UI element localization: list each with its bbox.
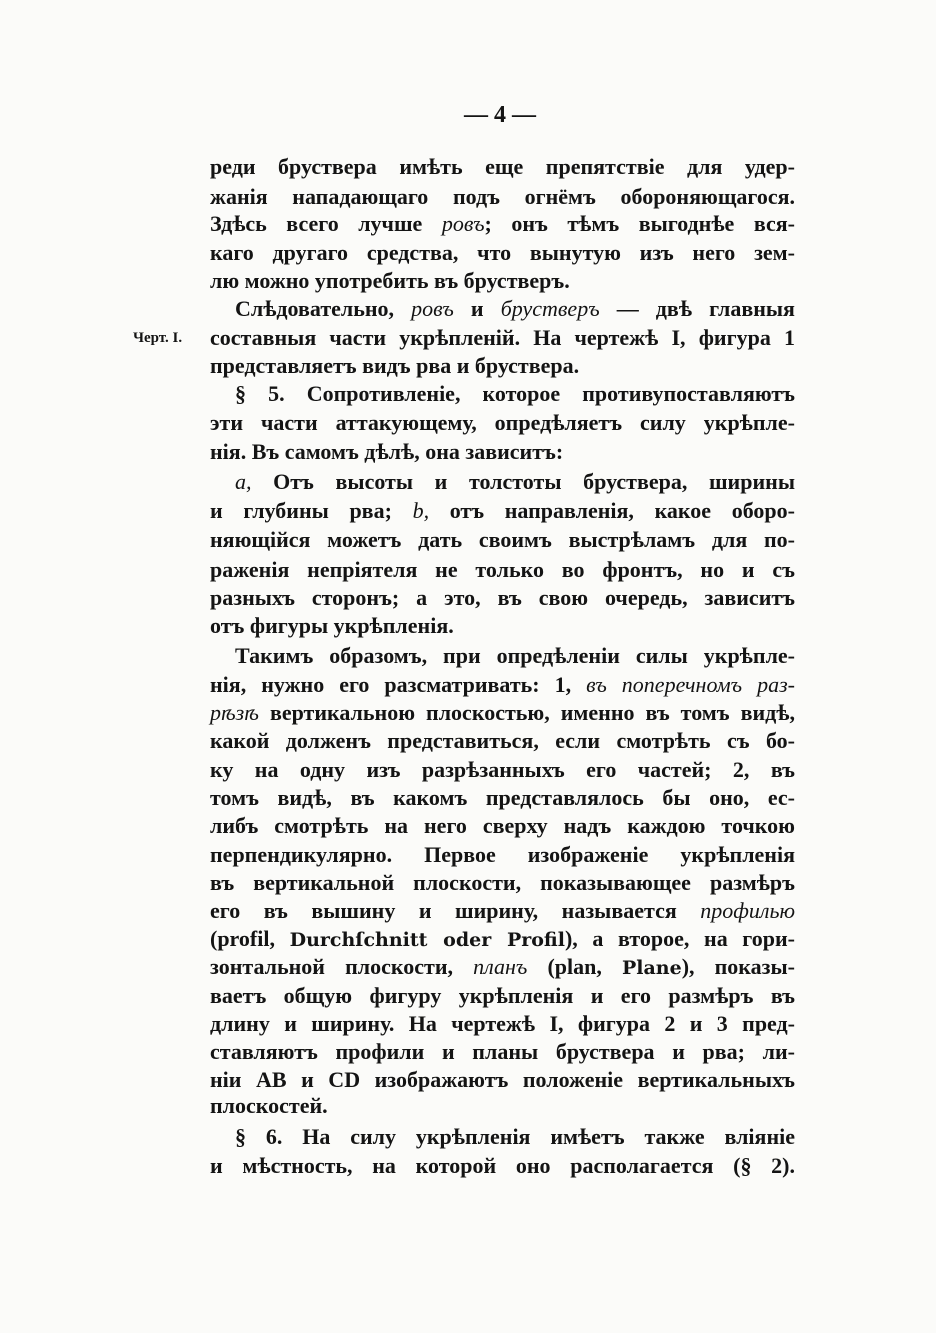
text-segment: ставляютъ профили и планы бруствера и рва; ли-	[210, 1039, 795, 1064]
text-line	[210, 896, 795, 926]
text-line	[210, 611, 795, 641]
text-segment: и глубины рва;	[210, 498, 413, 523]
italic-segment: планъ	[473, 954, 528, 979]
text-line	[210, 1037, 795, 1067]
text-line	[210, 496, 795, 526]
text-line	[210, 726, 795, 756]
text-segment: вертикальною плоскостью, именно въ томъ видѣ,	[258, 700, 795, 725]
text-segment: нія, нужно его разсматривать: 1,	[210, 672, 587, 697]
page-number: — 4 —	[464, 102, 536, 128]
line-text	[210, 611, 454, 641]
text-segment: (profil,	[210, 926, 290, 951]
text-line	[210, 351, 795, 381]
line-text	[210, 182, 795, 212]
text-segment: лю можно употребить въ брустверъ.	[210, 268, 570, 293]
text-segment: либъ смотрѣть на него сверху надъ каждою точкою	[210, 813, 795, 838]
line-text	[210, 1151, 795, 1181]
text-segment: представляетъ видъ рва и бруствера.	[210, 353, 580, 378]
text-segment: жанія нападающаго подъ огнёмъ обороняющагося.	[210, 184, 795, 209]
text-line	[210, 555, 795, 585]
line-text	[210, 896, 795, 926]
text-segment: ), показы-	[681, 954, 795, 979]
text-segment: и мѣстность, на которой оно располагается (§ 2).	[210, 1153, 795, 1178]
text-line	[210, 924, 795, 954]
text-line	[210, 981, 795, 1011]
text-segment: какой долженъ представиться, если смотрѣть съ бо-	[210, 728, 795, 753]
fraktur-segment: Plane	[621, 957, 682, 979]
line-text	[210, 238, 795, 268]
text-segment: нія. Въ самомъ дѣлѣ, она зависитъ:	[210, 439, 564, 464]
line-text	[210, 981, 795, 1011]
text-line	[235, 467, 795, 497]
line-text	[210, 868, 795, 898]
text-segment: длину и ширину. На чертежѣ I, фигура 2 и 3 пред-	[210, 1011, 795, 1036]
text-segment: § 6. На силу укрѣпленія имѣетъ также вліяніе	[235, 1124, 795, 1149]
line-text	[210, 755, 795, 785]
line-text	[235, 1122, 795, 1152]
text-line	[210, 840, 795, 870]
italic-segment: b,	[412, 498, 430, 523]
line-text	[210, 952, 795, 983]
line-text	[210, 555, 795, 585]
line-text	[210, 670, 795, 700]
line-text	[210, 323, 795, 353]
italic-segment: ровъ	[411, 296, 454, 321]
italic-segment: a,	[235, 469, 252, 494]
text-line	[210, 182, 795, 212]
line-text	[210, 924, 795, 955]
text-line	[210, 811, 795, 841]
text-line	[210, 583, 795, 613]
italic-segment: брустверъ	[500, 296, 600, 321]
line-text	[210, 408, 795, 438]
text-segment: зонтальной плоскости,	[210, 954, 474, 979]
line-text	[210, 266, 570, 296]
text-segment: каго другаго средства, что вынутую изъ него зем-	[210, 240, 795, 265]
text-line	[235, 1122, 795, 1152]
line-text	[235, 379, 795, 409]
line-text	[210, 437, 563, 467]
text-line	[210, 755, 795, 785]
text-line	[235, 379, 795, 409]
line-text	[210, 783, 795, 813]
text-line	[235, 294, 795, 324]
line-text	[210, 583, 795, 613]
text-segment: эти части аттакующему, опредѣляетъ силу укрѣпле-	[210, 410, 795, 435]
text-segment: Слѣдовательно,	[235, 296, 412, 321]
text-line	[210, 952, 795, 982]
text-line	[210, 698, 795, 728]
text-segment: плоскостей.	[210, 1093, 328, 1118]
line-text	[210, 726, 795, 756]
line-text	[210, 351, 579, 381]
text-line	[210, 525, 795, 555]
italic-segment: рѣзѣ	[210, 700, 259, 725]
line-text	[235, 641, 795, 671]
text-segment: раженія непріятеля не только во фронтъ, но и съ	[210, 557, 795, 582]
italic-segment: въ поперечномъ раз-	[586, 672, 795, 697]
text-segment: ніи AB и CD изображаютъ положеніе вертикальныхъ	[210, 1067, 795, 1092]
text-segment: составныя части укрѣпленій. На чертежѣ I, фигура 1	[210, 325, 795, 350]
text-line	[210, 1091, 795, 1121]
text-line	[210, 868, 795, 898]
text-segment: Отъ высоты и толстоты бруствера, ширины	[251, 469, 795, 494]
text-line	[210, 323, 795, 353]
text-segment: — двѣ главныя	[599, 296, 795, 321]
text-line	[210, 209, 795, 239]
line-text	[210, 840, 795, 870]
text-line	[210, 152, 795, 182]
italic-segment: ровъ	[441, 211, 485, 236]
text-line	[210, 1009, 795, 1039]
text-line	[210, 437, 795, 467]
line-text	[210, 1009, 795, 1039]
text-segment: Здѣсь всего лучше	[210, 211, 442, 236]
text-segment: (plan,	[527, 954, 622, 979]
text-segment: реди бруствера имѣть еще препятствіе для удер-	[210, 154, 795, 179]
text-line	[210, 266, 795, 296]
text-segment: ку на одну изъ разрѣзанныхъ его частей; 2, въ	[210, 757, 795, 782]
text-segment: отъ направленія, какое оборо-	[429, 498, 795, 523]
text-segment: его въ вышину и ширину, называется	[210, 898, 701, 923]
line-text	[210, 152, 795, 182]
text-segment: томъ видѣ, въ какомъ представлялось бы оно, ес-	[210, 785, 795, 810]
text-line	[210, 1151, 795, 1181]
text-segment: § 5. Сопротивленіе, которое противупоставляютъ	[235, 381, 795, 406]
line-text	[235, 467, 795, 497]
text-line	[210, 783, 795, 813]
text-segment: отъ фигуры укрѣпленія.	[210, 613, 454, 638]
line-text	[210, 496, 795, 526]
text-segment: няющійся можетъ дать своимъ выстрѣламъ для по-	[210, 527, 795, 552]
line-text	[210, 811, 795, 841]
text-segment: перпендикулярно. Первое изображеніе укрѣпленія	[210, 842, 795, 867]
text-segment: и	[453, 296, 501, 321]
italic-segment: профилью	[700, 898, 795, 923]
fraktur-segment: Durchſchnitt oder Profil	[289, 929, 565, 951]
text-segment: ), а второе, на гори-	[564, 926, 795, 951]
line-text	[210, 209, 795, 239]
line-text	[235, 294, 795, 324]
text-line	[210, 670, 795, 700]
text-line	[210, 408, 795, 438]
line-text	[210, 1091, 328, 1121]
text-segment: въ вертикальной плоскости, показывающее размѣръ	[210, 870, 795, 895]
margin-note: Черт. I.	[133, 330, 183, 346]
text-segment: ; онъ тѣмъ выгоднѣе вся-	[484, 211, 795, 236]
text-segment: ваетъ общую фигуру укрѣпленія и его размѣръ въ	[210, 983, 795, 1008]
text-line	[210, 238, 795, 268]
line-text	[210, 1037, 795, 1067]
text-segment: разныхъ сторонъ; а это, въ свою очередь, зависитъ	[210, 585, 795, 610]
text-segment: Такимъ образомъ, при опредѣленіи силы укрѣпле-	[235, 643, 795, 668]
text-line	[235, 641, 795, 671]
line-text	[210, 525, 795, 555]
line-text	[210, 698, 795, 728]
